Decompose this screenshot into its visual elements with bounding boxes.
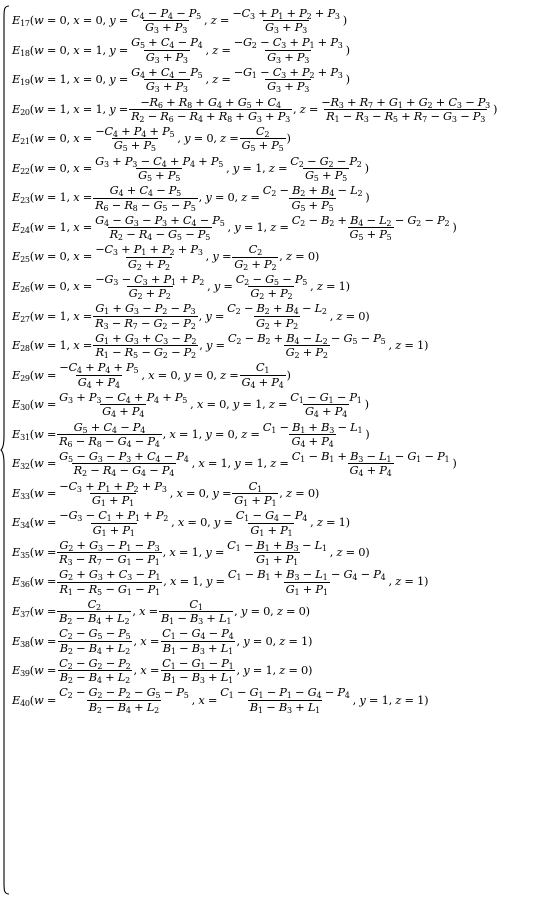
fraction	[225, 303, 329, 329]
numerator: $G_4 + C_4 - P_5$	[131, 64, 203, 80]
equation-E25	[12, 242, 547, 272]
equation-label: $E_{20}$	[12, 101, 30, 117]
denominator: $G_1 + P_1$	[285, 581, 328, 597]
equation-list	[12, 6, 547, 715]
equation-label: $E_{19}$	[12, 72, 30, 88]
equation-E35	[12, 538, 547, 568]
fraction	[232, 37, 345, 63]
fraction	[93, 271, 206, 302]
equation-E32	[12, 449, 547, 479]
equation-label: $E_{34}$	[12, 515, 30, 531]
numerator: $-C_3 + P_1 + P_2 + P_3$	[59, 478, 167, 494]
numerator: $-G_1 - C_3 + P_2 + P_3$	[233, 64, 343, 80]
denominator: $G_1 + P_1$	[91, 493, 134, 509]
equation-text: (w = 1, x =	[29, 190, 93, 205]
fraction	[57, 687, 190, 713]
numerator: $C_1 - G_4 - P_4$	[235, 508, 308, 524]
fraction	[226, 569, 388, 595]
fraction	[57, 628, 132, 654]
equation-text: , y =	[198, 308, 225, 323]
equation-label: $E_{25}$	[12, 249, 30, 265]
equation-text: , z =	[204, 13, 230, 28]
equation-text: , z = 0)	[279, 485, 320, 500]
numerator: $C_1 - B_1 + B_3 - L_1 - G_4 - P_4$	[227, 567, 386, 583]
equation-label: $E_{24}$	[12, 219, 30, 235]
equation-text: (w =	[29, 692, 57, 707]
fraction	[230, 5, 342, 36]
fraction	[261, 419, 365, 449]
equation-text: , z = 0)	[329, 308, 370, 323]
equation-text: , z = 0)	[279, 249, 320, 264]
fraction	[232, 478, 278, 509]
equation-text: )	[452, 219, 457, 234]
fraction	[160, 655, 235, 686]
equation-text: , x = 1, y =	[162, 544, 225, 559]
denominator: $R_1 - R_3 - R_5 + R_7 - G_3 - P_3$	[326, 108, 486, 124]
equation-text: , x = 1, y = 0, z =	[162, 426, 260, 441]
fraction	[93, 330, 198, 361]
numerator: $-R_3 + R_7 + G_1 + G_2 + C_3 - P_3$	[321, 94, 491, 110]
denominator: $G_5 + P_5$	[241, 138, 284, 154]
denominator: $B_1 - B_3 + L_1$	[160, 611, 232, 627]
denominator: $B_1 - B_3 + L_1$	[162, 640, 233, 656]
numerator: $-R_6 + R_8 + G_4 + G_5 + C_4$	[140, 94, 281, 110]
fraction	[232, 64, 345, 95]
denominator: $R_1 - R_5 - G_1 - P_1$	[59, 581, 160, 597]
fraction	[129, 64, 204, 95]
equation-text: (w = 1, x =	[29, 338, 93, 353]
fraction	[218, 687, 351, 713]
equation-label: $E_{26}$	[12, 278, 30, 294]
numerator: $C_1$	[255, 360, 270, 376]
equation-text: , y =	[199, 338, 225, 353]
equation-text: , x =	[133, 663, 160, 678]
fraction	[57, 655, 132, 686]
equation-E28	[12, 331, 547, 361]
equation-E37	[12, 597, 547, 627]
equation-text: , y = 0, z =	[198, 190, 260, 205]
equation-label: $E_{32}$	[12, 456, 30, 472]
denominator: $R_3 - R_7 - G_2 - P_2$	[95, 315, 196, 331]
fraction	[288, 153, 363, 183]
equation-text: )	[493, 101, 498, 116]
equation-E30	[12, 390, 547, 420]
denominator: $G_4 + P_4$	[291, 433, 334, 449]
equation-text: , y = 1, z =	[226, 160, 288, 175]
fraction	[232, 244, 278, 270]
fraction	[159, 596, 233, 627]
equation-E22	[12, 154, 547, 184]
equation-E24	[12, 213, 547, 243]
fraction	[160, 628, 235, 654]
equation-text: (w = 0, x =	[29, 249, 93, 264]
fraction	[290, 212, 452, 243]
numerator: $-C_4 + P_4 + P_5$	[95, 124, 175, 140]
numerator: $C_2$	[255, 124, 270, 140]
denominator: $G_1 + P_1$	[255, 552, 298, 568]
equation-text: (w =	[29, 633, 57, 648]
denominator: $G_1 + P_1$	[92, 522, 135, 538]
equation-text: (w = 0, x =	[29, 278, 93, 293]
denominator: $R_2 - R_4 - G_4 - P_4$	[73, 463, 175, 479]
numerator: $G_1 + G_3 + C_3 - P_2$	[95, 330, 197, 346]
numerator: $C_2 - G_5 - P_5$	[235, 271, 308, 287]
numerator: $C_2 - G_2 - P_2$	[290, 153, 362, 169]
equation-text: )	[365, 426, 370, 441]
denominator: $G_3 + P_3$	[267, 79, 310, 95]
equation-E34	[12, 508, 547, 538]
numerator: $C_2 - B_2 + B_4 - L_2$	[227, 301, 327, 317]
denominator: $R_2 - R_4 - G_5 - P_5$	[109, 227, 211, 243]
numerator: $C_2$	[248, 242, 262, 258]
numerator: $G_4 - G_3 - P_3 + C_4 - P_5$	[95, 212, 225, 228]
equation-label: $E_{27}$	[12, 308, 30, 324]
equation-text: , y = 0, z =	[177, 131, 239, 146]
fraction	[93, 244, 205, 270]
equation-text: )	[364, 397, 369, 412]
equation-text: , x =	[133, 633, 160, 648]
denominator: $B_1 - B_3 + L_1$	[249, 699, 320, 715]
denominator: $G_4 + P_4$	[102, 404, 145, 420]
fraction	[57, 419, 161, 449]
equation-E29	[12, 361, 547, 391]
numerator: $G_3 + P_3 - C_4 + P_4 + P_5$	[95, 153, 224, 169]
fraction	[288, 389, 363, 420]
numerator: $C_2 - G_2 - P_2 - G_5 - P_5$	[59, 685, 189, 701]
equation-text: )	[452, 456, 457, 471]
fraction	[240, 126, 286, 152]
equation-text: (w =	[29, 397, 57, 412]
denominator: $G_4 + P_4$	[77, 374, 120, 390]
equation-text: (w = 0, x = 0, y =	[29, 13, 129, 28]
denominator: $G_5 + P_5$	[349, 227, 392, 243]
fraction	[57, 510, 170, 536]
denominator: $B_2 - B_4 + L_2$	[59, 670, 130, 686]
numerator: $-C_4 + P_4 + P_5$	[59, 360, 139, 376]
fraction	[57, 569, 162, 595]
equation-text: , y = 0, z = 1)	[236, 633, 313, 648]
equation-label: $E_{23}$	[12, 190, 30, 206]
equation-text: , z = 1)	[310, 278, 350, 293]
equation-text: , y =	[205, 249, 232, 264]
equation-label: $E_{40}$	[12, 692, 30, 708]
denominator: $G_3 + P_3$	[145, 79, 188, 95]
numerator: $C_1 - B_1 + B_3 - L_1$	[227, 537, 327, 553]
equation-label: $E_{22}$	[12, 160, 30, 176]
numerator: $C_2$	[87, 596, 101, 612]
equation-text: , x = 1, y =	[163, 574, 225, 589]
fraction	[261, 185, 365, 211]
denominator: $G_5 + P_5$	[304, 168, 347, 183]
denominator: $G_3 + P_3$	[145, 20, 188, 36]
fraction	[57, 362, 140, 388]
equation-text: , z =	[205, 42, 231, 57]
equation-label: $E_{29}$	[12, 367, 30, 383]
numerator: $C_2 - B_2 + B_4 - L_2$	[262, 183, 363, 199]
numerator: $G_4 + C_4 - P_5$	[109, 183, 182, 199]
equation-text: , x = 0, y =	[171, 515, 233, 530]
numerator: $G_2 + G_3 + C_3 - P_1$	[59, 567, 161, 583]
equation-text: , y =	[207, 278, 233, 293]
fraction	[57, 537, 161, 568]
numerator: $C_1$	[248, 478, 262, 494]
equation-text: (w = 0, x =	[29, 131, 93, 146]
numerator: $G_5 + C_4 - P_4$	[131, 35, 203, 51]
denominator: $B_2 - B_4 + L_2$	[88, 699, 159, 715]
fraction	[93, 212, 226, 243]
numerator: $G_5 + C_4 - P_4$	[73, 419, 146, 435]
equation-E27	[12, 301, 547, 331]
numerator: $-G_2 - C_3 + P_1 + P_3$	[233, 35, 343, 51]
equation-label: $E_{33}$	[12, 485, 30, 501]
equation-E26	[12, 272, 547, 302]
numerator: $C_2 - G_2 - P_2$	[59, 655, 131, 671]
equation-E36	[12, 567, 547, 597]
denominator: $G_2 + P_2$	[127, 256, 170, 272]
equation-label: $E_{38}$	[12, 633, 30, 649]
fraction	[57, 596, 131, 627]
equation-E18	[12, 36, 547, 66]
equation-text: )	[345, 72, 350, 87]
denominator: $G_2 + P_2$	[234, 256, 277, 272]
equation-text: , z = 1)	[310, 515, 350, 530]
numerator: $-G_3 - C_1 + P_1 + P_2$	[59, 508, 169, 524]
equation-text: (w =	[29, 663, 57, 678]
denominator: $G_3 + P_3$	[267, 49, 310, 65]
numerator: $G_3 + P_3 - C_4 + P_4 + P_5$	[59, 389, 188, 405]
numerator: $C_1$	[189, 596, 203, 612]
numerator: $-G_3 - C_3 + P_1 + P_2$	[95, 271, 205, 287]
equation-text: (w = 1, x =	[29, 308, 93, 323]
equation-text: , z =	[292, 101, 319, 116]
fraction	[234, 510, 309, 536]
fraction	[240, 362, 286, 388]
fraction	[93, 303, 197, 329]
equation-text: , x = 0, y = 1, z =	[190, 397, 288, 412]
equation-text: (w =	[29, 456, 57, 471]
fraction	[129, 37, 204, 63]
equation-text: )	[365, 190, 370, 205]
numerator: $C_2 - G_5 - P_5$	[59, 626, 131, 642]
equation-text: , z = 1)	[388, 338, 429, 353]
equation-label: $E_{17}$	[12, 13, 30, 29]
numerator: $C_2 - B_2 + B_4 - L_2 - G_5 - P_5$	[227, 330, 386, 346]
equation-text: )	[286, 131, 291, 146]
fraction	[319, 94, 492, 124]
denominator: $R_2 - R_6 - R_4 + R_8 + G_3 + P_3$	[131, 108, 290, 124]
equation-text: )	[364, 160, 369, 175]
equation-label: $E_{35}$	[12, 544, 30, 560]
equation-text: , z =	[205, 72, 231, 87]
equation-E40	[12, 686, 547, 716]
denominator: $B_2 - B_4 + L_2$	[59, 611, 130, 627]
denominator: $G_1 + P_1$	[234, 493, 277, 509]
equation-text: (w =	[29, 485, 57, 500]
equation-text: , x =	[132, 604, 158, 618]
fraction	[234, 271, 309, 302]
equation-text: (w = 1, x =	[29, 219, 93, 234]
equation-E19	[12, 65, 547, 95]
equation-label: $E_{21}$	[12, 131, 30, 147]
denominator: $G_2 + P_2$	[250, 286, 293, 302]
equation-text: )	[345, 42, 350, 57]
fraction	[225, 537, 329, 568]
equation-text: , x =	[191, 692, 218, 707]
denominator: $G_4 + P_4$	[349, 463, 392, 479]
equation-text: , z = 0)	[329, 544, 370, 559]
fraction	[57, 451, 190, 477]
equation-label: $E_{37}$	[12, 604, 30, 619]
numerator: $C_1 - G_1 - P_1 - G_4 - P_4$	[220, 685, 350, 701]
fraction	[290, 451, 452, 477]
equation-label: $E_{31}$	[12, 426, 30, 442]
equation-text: (w = 1, x = 0, y =	[29, 72, 129, 87]
equation-text: , y = 1, z = 1)	[352, 692, 429, 707]
equation-text: , y = 1, z =	[227, 219, 289, 234]
equation-E33	[12, 479, 547, 509]
equation-text: (w =	[29, 426, 57, 441]
equation-text: , x = 1, y = 1, z =	[191, 456, 289, 471]
denominator: $R_6 - R_8 - G_5 - P_5$	[95, 197, 196, 213]
equation-E38	[12, 626, 547, 656]
equation-label: $E_{30}$	[12, 397, 30, 413]
denominator: $G_4 + P_4$	[241, 374, 284, 390]
denominator: $G_5 + P_5$	[291, 197, 334, 213]
numerator: $C_1 - G_1 - P_1$	[162, 655, 234, 671]
numerator: $G_1 + G_3 - P_2 - P_3$	[95, 301, 196, 317]
equation-E31	[12, 420, 547, 450]
equation-E20	[12, 95, 547, 125]
equation-text: )	[286, 367, 291, 382]
equation-label: $E_{39}$	[12, 663, 30, 679]
equation-text: (w = 0, x =	[29, 160, 93, 175]
denominator: $G_3 + P_3$	[145, 49, 188, 65]
denominator: $B_2 - B_4 + L_2$	[59, 640, 130, 656]
denominator: $R_6 - R_8 - G_4 - P_4$	[59, 433, 160, 449]
denominator: $G_5 + P_5$	[113, 138, 156, 154]
numerator: $G_2 + G_3 - P_1 - P_3$	[59, 537, 160, 553]
denominator: $G_5 + P_5$	[138, 168, 181, 183]
equation-E21	[12, 124, 547, 154]
equation-text: , z = 1)	[388, 574, 429, 589]
denominator: $R_3 - R_7 - G_1 - P_1$	[59, 552, 160, 568]
denominator: $G_1 + P_1$	[250, 522, 293, 538]
denominator: $G_2 + P_2$	[255, 315, 298, 331]
fraction	[93, 185, 197, 211]
fraction	[57, 389, 189, 420]
numerator: $-C_3 + P_1 + P_2 + P_3$	[95, 242, 203, 258]
equation-text: (w = 0, x = 1, y =	[29, 42, 129, 57]
left-brace	[0, 4, 10, 896]
denominator: $R_1 - R_5 - G_2 - P_2$	[95, 345, 196, 361]
equation-text: , y = 1, z = 0)	[236, 663, 313, 678]
denominator: $G_2 + P_2$	[128, 286, 171, 302]
fraction	[57, 478, 169, 509]
numerator: $C_2 - B_2 + B_4 - L_2 - G_2 - P_2$	[291, 212, 450, 228]
equation-E39	[12, 656, 547, 686]
fraction	[93, 153, 225, 183]
equation-label: $E_{18}$	[12, 42, 30, 58]
denominator: $G_3 + P_3$	[264, 20, 307, 36]
equation-text: , y = 0, z = 0)	[234, 604, 310, 618]
numerator: $C_4 - P_4 - P_5$	[131, 5, 202, 21]
numerator: $C_1 - G_1 - P_1$	[290, 389, 362, 405]
equation-E23	[12, 183, 547, 213]
numerator: $G_5 - G_3 - P_3 + C_4 - P_4$	[59, 449, 189, 465]
equation-text: )	[342, 13, 347, 28]
equation-text: , x = 0, y = 0, z =	[141, 367, 239, 382]
fraction	[129, 5, 203, 36]
equation-text: (w = 1, x = 1, y =	[29, 101, 129, 116]
denominator: $G_4 + P_4$	[304, 404, 347, 420]
fraction	[93, 126, 176, 152]
equation-text: (w =	[29, 544, 57, 559]
equation-text: (w =	[29, 604, 57, 618]
fraction	[226, 330, 388, 361]
equation-E17	[12, 6, 547, 36]
equation-label: $E_{28}$	[12, 338, 30, 354]
equation-text: (w =	[29, 367, 57, 382]
equation-label: $E_{36}$	[12, 574, 30, 590]
equation-text: (w =	[29, 515, 57, 530]
numerator: $C_1 - G_4 - P_4$	[162, 626, 234, 642]
denominator: $B_1 - B_3 + L_1$	[162, 670, 233, 686]
numerator: $C_1 - B_1 + B_3 - L_1$	[262, 419, 363, 435]
fraction	[129, 94, 292, 124]
numerator: $-C_3 + P_1 + P_2 + P_3$	[232, 5, 340, 21]
numerator: $C_1 - B_1 + B_3 - L_1 - G_1 - P_1$	[291, 449, 450, 465]
denominator: $G_2 + P_2$	[285, 345, 328, 361]
equation-text: (w =	[29, 574, 57, 589]
equation-text: , x = 0, y =	[169, 485, 232, 500]
